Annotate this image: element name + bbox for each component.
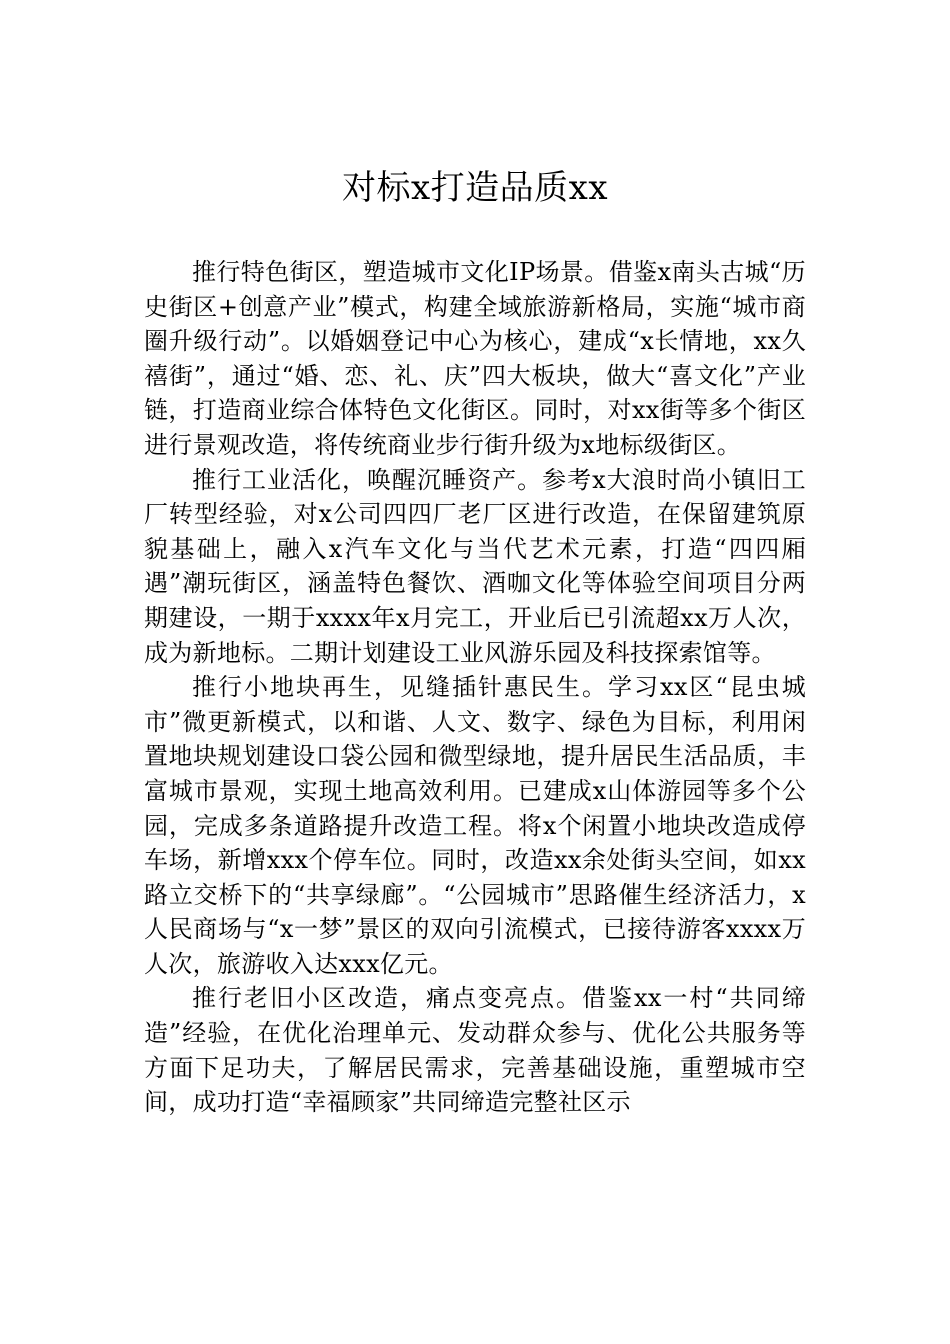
paragraph-characteristic-blocks: 推行特色街区，塑造城市文化IP场景。借鉴x南头古城“历史街区+创意产业”模式，构建全域旅游新格局，实施“城市商圈升级行动”。以婚姻登记中心为核心，建成“x长情地，xx久禧街”，通过“婚、恋、礼、庆”四大板块，做大“喜文化”产业链，打造商业综合体特色文化街区。同时，对xx街等多个街区进行景观改造，将传统商业步行街升级为x地标级街区。 — [144, 258, 806, 459]
paragraph-small-plot-regeneration: 推行小地块再生，见缝插针惠民生。学习xx区“昆虫城市”微更新模式，以和谐、人文、数字、绿色为目标，利用闲置地块规划建设口袋公园和微型绿地，提升居民生活品质，丰富城市景观，实现土地高效利用。已建成x山体游园等多个公园，完成多条道路提升改造工程。将x个闲置小地块改造成停车场，新增xxx个停车位。同时，改造xx余处街头空间，如xx路立交桥下的“共享绿廊”。“公园城市”思路催生经济活力，x人民商场与“x一梦”景区的双向引流模式，已接待游客xxxx万人次，旅游收入达xxx亿元。 — [144, 673, 806, 978]
document-body — [144, 255, 806, 1120]
paragraph-industrial-revitalization: 推行工业活化，唤醒沉睡资产。参考x大浪时尚小镇旧工厂转型经验，对x公司四四厂老厂区进行改造，在保留建筑原貌基础上，融入x汽车文化与当代艺术元素，打造“四四厢遇”潮玩街区，涵盖特色餐饮、酒咖文化等体验空间项目分两期建设，一期于xxxx年x月完工，开业后已引流超xx万人次，成为新地标。二期计划建设工业风游乐园及科技探索馆等。 — [144, 465, 806, 667]
paragraph-old-community-renovation: 推行老旧小区改造，痛点变亮点。借鉴xx一村“共同缔造”经验，在优化治理单元、发动群众参与、优化公共服务等方面下足功夫，了解居民需求，完善基础设施，重塑城市空间，成功打造“幸福顾家”共同缔造完整社区示 — [144, 984, 806, 1117]
document-title: 对标x打造品质xx — [341, 168, 609, 208]
